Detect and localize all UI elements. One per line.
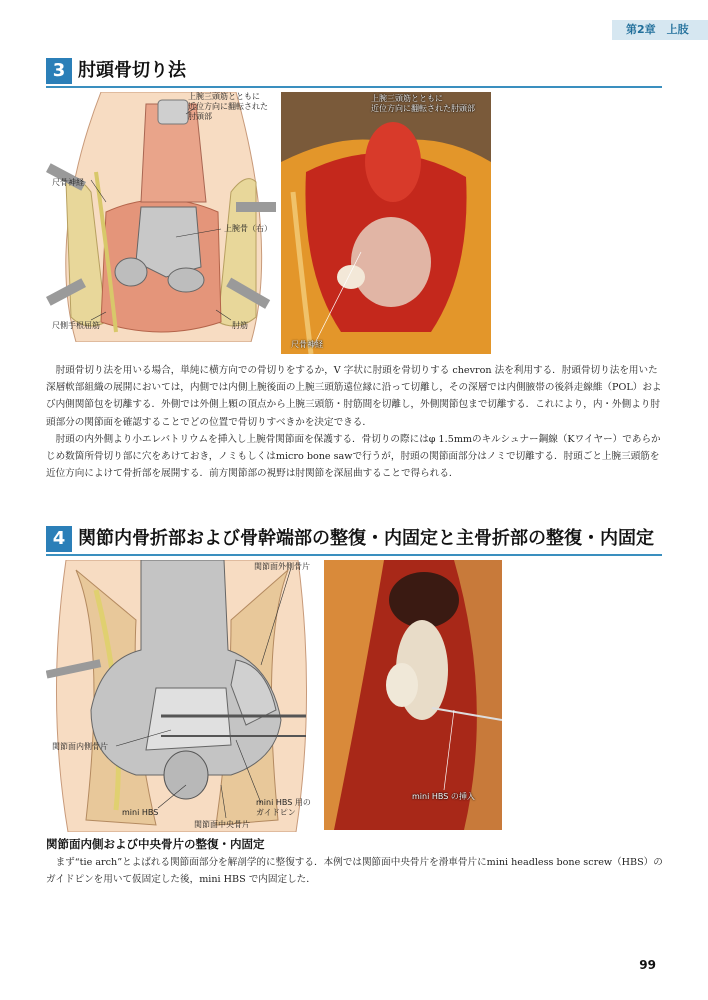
label-humerus: 上腕骨（右） bbox=[224, 224, 272, 233]
label-anconeus: 肘筋 bbox=[232, 321, 248, 330]
section-3-number: 3 bbox=[46, 58, 72, 84]
section-3-title: 肘頭骨切り法 bbox=[78, 60, 186, 81]
photo-label-mini-hbs-insertion: mini HBS の挿入 bbox=[412, 792, 475, 801]
label-ulnar-nerve: 尺骨神経 bbox=[52, 178, 84, 187]
label-guide-pin: mini HBS 用の ガイドピン bbox=[256, 798, 311, 817]
photo-label-olecranon-flipped: 上腕三頭筋とともに 近位方向に翻転された肘頭部 bbox=[371, 94, 475, 113]
section-3-paragraph-2: 肘頭の内外側より小エレバトリウムを挿入し上腕骨関節面を保護する．骨切りの際にはφ 1.5mmのキルシュナー鋼線（Kワイヤー）であらかじめ数箇所骨切り部に穴をあけておき，ノミもしくはmicro bone sawで行うが，肘頭の関節面部分はノミで切離する．肘頭ごと上腕三頭筋を近位方向によけて骨折部を展開する．前方関節部の視野は肘関節を深屈曲することで得られる． bbox=[46, 433, 661, 480]
fracture-fixation-photo bbox=[324, 560, 502, 830]
label-fcu: 尺側手根屈筋 bbox=[52, 321, 100, 330]
label-mini-hbs: mini HBS bbox=[122, 808, 159, 817]
label-olecranon-flipped: 上腕三頭筋とともに 近位方向に翻転された 肘頭部 bbox=[188, 92, 268, 121]
section-3-body bbox=[46, 362, 666, 482]
olecranon-osteotomy-illustration bbox=[46, 92, 276, 342]
label-central-fragment: 関節面中央骨片 bbox=[194, 820, 250, 829]
section-4-subheading: 関節面内側および中央骨片の整復・内固定 bbox=[46, 837, 265, 851]
label-lateral-fragment: 関節面外側骨片 bbox=[254, 562, 310, 571]
section-4-heading bbox=[46, 526, 662, 556]
photo-label-ulnar-nerve: 尺骨神経 bbox=[291, 340, 323, 349]
section-4-title: 関節内骨折部および骨幹端部の整復・内固定と主骨折部の整復・内固定 bbox=[78, 528, 654, 549]
section-4-paragraph: まず“tie arch”とよばれる関節面部分を解剖学的に整復する．本例では関節面中央骨片を滑車骨片にmini headless bone screw（HBS）のガイドピンを用いて仮固定した後，mini HBS で内固定した． bbox=[46, 857, 663, 886]
section-4-number: 4 bbox=[46, 526, 72, 552]
fracture-fixation-illustration bbox=[46, 560, 318, 832]
section-4-body bbox=[46, 854, 666, 888]
label-medial-fragment: 関節面内側骨片 bbox=[52, 742, 108, 751]
page-number: 99 bbox=[639, 958, 656, 972]
chapter-tab: 第2章 上肢 bbox=[612, 20, 708, 40]
section-3-paragraph-1: 肘頭骨切り法を用いる場合，単純に横方向での骨切りをするか，V 字状に肘頭を骨切りする chevron 法を利用する．肘頭骨切り法を用いた深層軟部組織の展開においては，内側では内側上腕後面の上腕三頭筋遠位縁に沿って切離し，その深層では内側腋帯の後斜走線維（POL）および内側関節包を切離する．外側では外側上顆の頂点から上腕三頭筋・肘筋間を切離し，外側関節包まで切離する．これにより，内・外側より肘頭部分の関節面を確認することでどの位置で骨切りすべきかを決定できる． bbox=[46, 365, 662, 428]
olecranon-osteotomy-photo bbox=[281, 92, 491, 354]
section-3-heading bbox=[46, 58, 662, 88]
